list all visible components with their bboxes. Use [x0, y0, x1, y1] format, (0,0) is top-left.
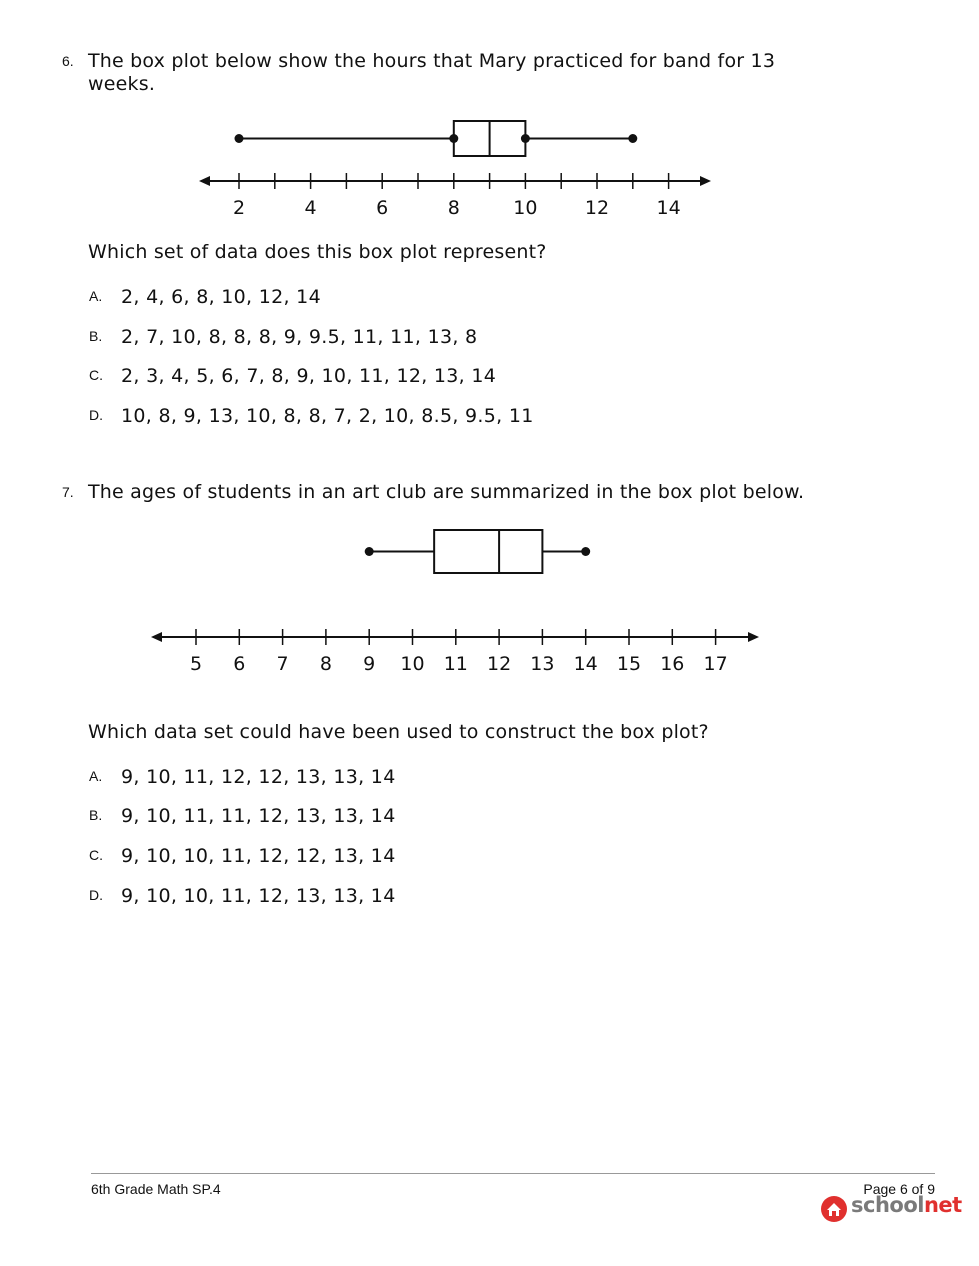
- tick-label: 8: [319, 653, 332, 675]
- choice-label: C.: [89, 847, 103, 863]
- arrow-left-icon: [151, 632, 162, 642]
- choice-text: 2, 3, 4, 5, 6, 7, 8, 9, 10, 11, 12, 13, 14: [121, 365, 497, 387]
- tick-label: 14: [656, 197, 681, 219]
- choice-label: A.: [89, 768, 103, 784]
- choice-label: B.: [89, 328, 103, 344]
- choice-text: 9, 10, 11, 11, 12, 13, 13, 14: [121, 805, 396, 827]
- arrow-right-icon: [748, 632, 759, 642]
- question-number: 6.: [62, 53, 74, 69]
- choice-label: B.: [89, 807, 103, 823]
- question-text: The box plot below show the hours that Mary practiced for band for 13 weeks.: [88, 50, 776, 95]
- choice-label: D.: [89, 407, 103, 423]
- question-prompt: Which set of data does this box plot represent?: [88, 241, 547, 263]
- tick-label: 16: [660, 653, 685, 675]
- choice-text: 2, 7, 10, 8, 8, 8, 9, 9.5, 11, 11, 13, 8: [121, 326, 478, 348]
- brand-net-text: net: [923, 1193, 962, 1217]
- question-prompt: Which data set could have been used to construct the box plot?: [88, 721, 709, 743]
- choice-text: 9, 10, 11, 12, 12, 13, 13, 14: [121, 766, 396, 788]
- tick-label: 11: [443, 653, 468, 675]
- tick-label: 9: [363, 653, 376, 675]
- choice-text: 9, 10, 10, 11, 12, 12, 13, 14: [121, 845, 396, 867]
- question-number: 7.: [62, 484, 74, 500]
- choice-text: 2, 4, 6, 8, 10, 12, 14: [121, 286, 321, 308]
- tick-label: 6: [376, 197, 389, 219]
- footer-page-number: Page 6 of 9: [863, 1181, 935, 1197]
- choice-label: A.: [89, 288, 103, 304]
- tick-label: 5: [189, 653, 203, 675]
- tick-label: 15: [616, 653, 642, 675]
- schoolnet-logo: [821, 1193, 962, 1223]
- house-icon: [821, 1195, 849, 1223]
- choice-label: D.: [89, 887, 103, 903]
- footer-divider: [91, 1173, 935, 1174]
- choice-label: C.: [89, 367, 103, 383]
- minimum-point: [365, 547, 374, 556]
- tick-label: 17: [703, 653, 728, 675]
- footer-course-title: 6th Grade Math SP.4: [91, 1181, 221, 1197]
- tick-label: 10: [513, 197, 538, 219]
- tick-label: 4: [304, 197, 317, 219]
- tick-label: 8: [447, 197, 460, 219]
- interquartile-box: [434, 530, 542, 573]
- tick-label: 10: [400, 653, 425, 675]
- tick-label: 7: [276, 653, 289, 675]
- brand-school-text: school: [851, 1193, 924, 1217]
- question-text: The ages of students in an art club are summarized in the box plot below.: [88, 481, 805, 503]
- maximum-point: [581, 547, 590, 556]
- tick-label: 2: [232, 197, 246, 219]
- tick-label: 12: [584, 197, 610, 219]
- tick-label: 13: [530, 653, 555, 675]
- choice-text: 10, 8, 9, 13, 10, 8, 8, 7, 2, 10, 8.5, 9.5, 11: [121, 405, 534, 427]
- brand-wordmark: [851, 1193, 962, 1217]
- tick-label: 12: [487, 653, 512, 675]
- tick-label: 6: [233, 653, 246, 675]
- choice-text: 9, 10, 10, 11, 12, 13, 13, 14: [121, 885, 396, 907]
- tick-label: 14: [573, 653, 598, 675]
